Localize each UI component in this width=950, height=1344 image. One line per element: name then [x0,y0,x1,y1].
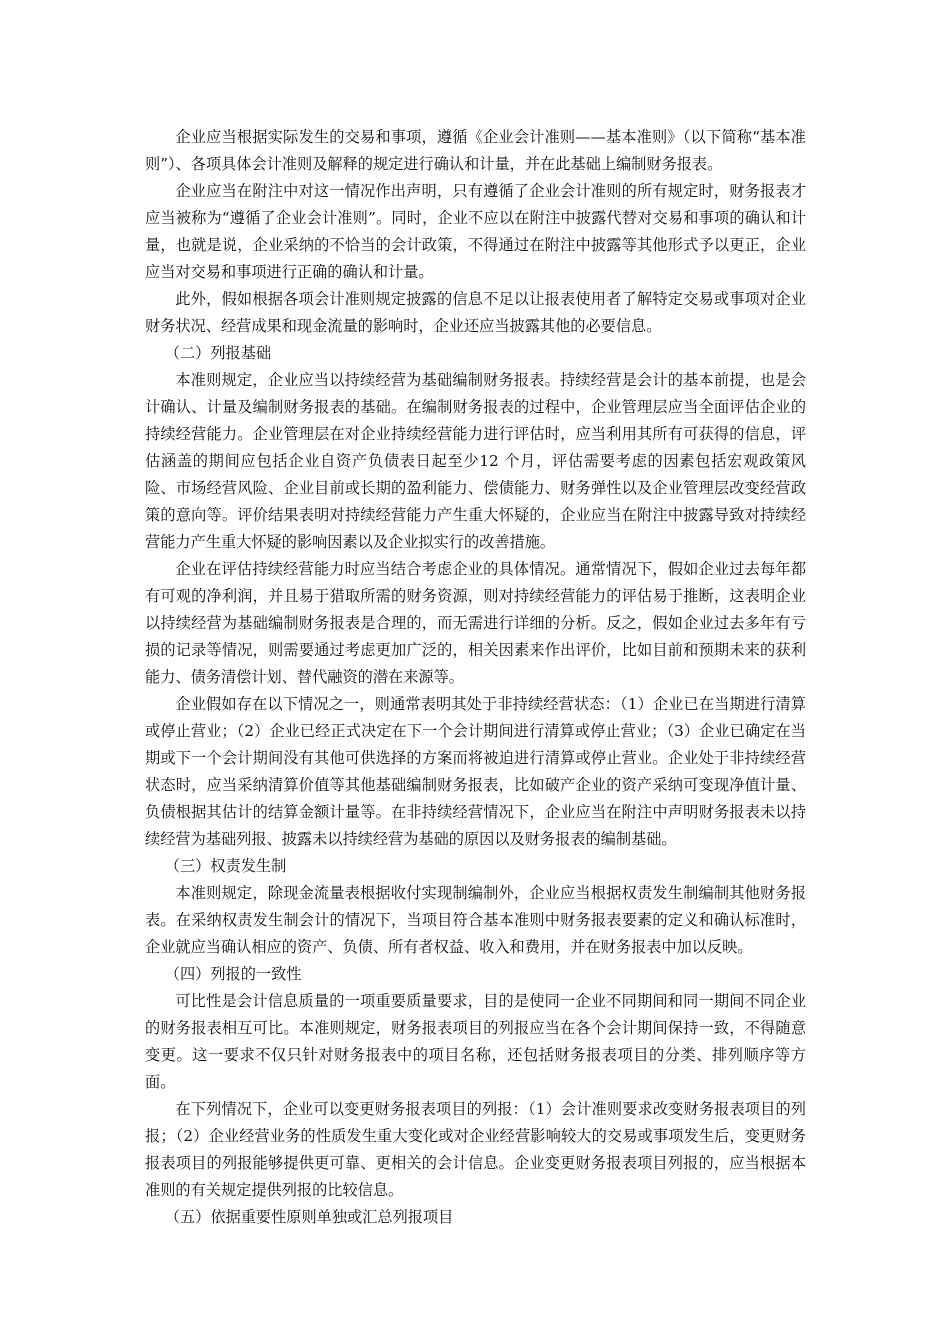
section-heading: （三）权责发生制 [164,857,287,875]
paragraph: 企业在评估持续经营能力时应当结合考虑企业的具体情况。通常情况下，假如企业过去每年都有可观的净利润，并且易于猎取所需的财务资源，则对持续经营能力的评估易于推断，这表明企业以持续经营为基础编制财务报表是合理的，而无需进行详细的分析。反之，假如企业过去多年有亏损的记录等情况，则需要通过考虑更加广泛的，相关因素来作出评价，比如目前和预期未来的获利能力、债务清偿计划、替代融资的潜在来源等。 [145,560,806,686]
section-heading: （五）依据重要性原则单独或汇总列报项目 [164,1208,454,1226]
paragraph: 在下列情况下，企业可以变更财务报表项目的列报：（1）会计准则要求改变财务报表项目的列报；（2）企业经营业务的性质发生重大变化或对企业经营影响较大的交易或事项发生后，变更财务报表项目的列报能够提供更可靠、更相关的会计信息。企业变更财务报表项目列报的，应当根据本准则的有关规定提供列报的比较信息。 [145,1100,806,1199]
paragraph: 此外，假如根据各项会计准则规定披露的信息不足以让报表使用者了解特定交易或事项对企业财务状况、经营成果和现金流量的影响时，企业还应当披露其他的必要信息。 [145,290,806,335]
paragraph: 本准则规定，除现金流量表根据收付实现制编制外，企业应当根据权责发生制编制其他财务报表。在采纳权责发生制会计的情况下，当项目符合基本准则中财务报表要素的定义和确认标准时，企业就应当确认相应的资产、负债、所有者权益、收入和费用，并在财务报表中加以反映。 [145,884,806,956]
paragraph: 企业应当根据实际发生的交易和事项，遵循《企业会计准则——基本准则》（以下简称“基本准则”）、各项具体会计准则及解释的规定进行确认和计量，并在此基础上编制财务报表。 [145,128,806,173]
paragraph: 企业应当在附注中对这一情况作出声明，只有遵循了企业会计准则的所有规定时，财务报表才应当被称为“遵循了企业会计准则”。同时，企业不应以在附注中披露代替对交易和事项的确认和计量，也就是说，企业采纳的不恰当的会计政策，不得通过在附注中披露等其他形式予以更正，企业应当对交易和事项进行正确的确认和计量。 [145,182,806,281]
paragraph: 企业假如存在以下情况之一，则通常表明其处于非持续经营状态：（1）企业已在当期进行清算或停止营业；（2）企业已经正式决定在下一个会计期间进行清算或停止营业；（3）企业已确定在当期或下一个会计期间没有其他可供选择的方案而将被迫进行清算或停止营业。企业处于非持续经营状态时，应当采纳清算价值等其他基础编制财务报表，比如破产企业的资产采纳可变现净值计量、负债根据其估计的结算金额计量等。在非持续经营情况下，企业应当在附注中声明财务报表未以持续经营为基础列报、披露未以持续经营为基础的原因以及财务报表的编制基础。 [145,695,806,848]
section-heading: （二）列报基础 [164,344,272,362]
document-body [145,124,806,1231]
paragraph: 可比性是会计信息质量的一项重要质量要求，目的是使同一企业不同期间和同一期间不同企业的财务报表相互可比。本准则规定，财务报表项目的列报应当在各个会计期间保持一致，不得随意变更。这一要求不仅只针对财务报表中的项目名称，还包括财务报表项目的分类、排列顺序等方面。 [145,992,806,1091]
paragraph: 本准则规定，企业应当以持续经营为基础编制财务报表。持续经营是会计的基本前提，也是会计确认、计量及编制财务报表的基础。在编制财务报表的过程中，企业管理层应当全面评估企业的持续经营能力。企业管理层在对企业持续经营能力进行评估时，应当利用其所有可获得的信息，评估涵盖的期间应包括企业自资产负债表日起至少12 个月，评估需要考虑的因素包括宏观政策风险、市场经营风险、企业目前或长期的盈利能力、偿债能力、财务弹性以及企业管理层改变经营政策的意向等。评价结果表明对持续经营能力产生重大怀疑的，企业应当在附注中披露导致对持续经营能力产生重大怀疑的影响因素以及企业拟实行的改善措施。 [145,371,806,551]
section-heading: （四）列报的一致性 [164,965,302,983]
